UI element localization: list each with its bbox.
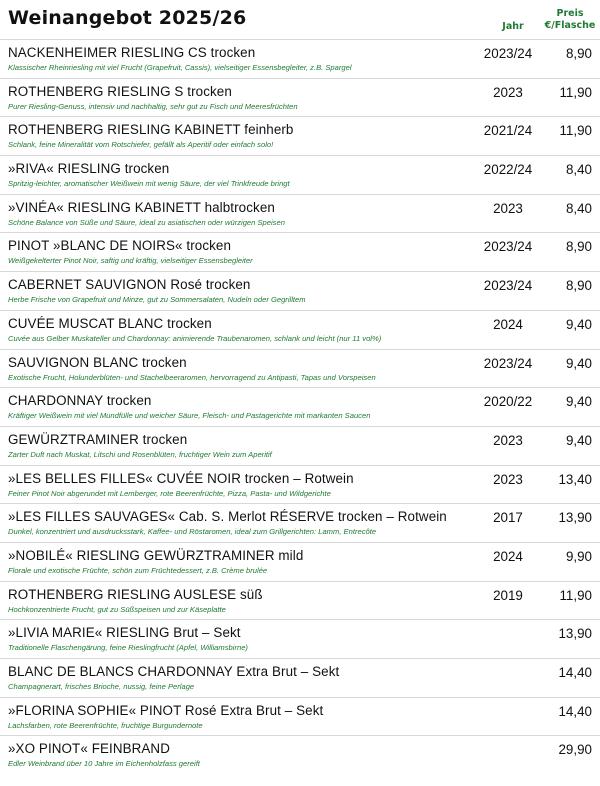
wine-row (0, 697, 600, 736)
wine-price: 9,40 (565, 432, 592, 448)
wine-name: »LIVIA MARIE« RIESLING Brut – Sekt (8, 625, 241, 641)
wine-row (0, 232, 600, 271)
wine-year: 2023/24 (483, 46, 533, 61)
wine-name: CABERNET SAUVIGNON Rosé trocken (8, 277, 251, 293)
wine-name: CUVÉE MUSCAT BLANC trocken (8, 315, 212, 331)
wine-description: Herbe Frische von Grapefruit und Minze, gut zu Sommersalaten, Nudeln oder Gegrilltem (8, 295, 306, 305)
wine-year: 2019 (493, 587, 523, 603)
wine-price: 8,40 (565, 200, 592, 216)
wine-description: Kräftiger Weißwein mit viel Mundfülle und weicher Säure, Fleisch- und Pastagerichte mit markanten Saucen (8, 411, 371, 421)
wine-description: Klassischer Rheinriesling mit viel Frucht (Grapefruit, Cassis), vielseitiger Essensbegleiter, z.B. Spargel (8, 63, 352, 72)
wine-price: 29,90 (558, 742, 592, 758)
wine-year: 2024 (493, 548, 523, 564)
wine-price: 8,90 (565, 278, 592, 294)
wine-year: 2023/24 (483, 278, 533, 294)
wine-price: 8,90 (565, 46, 592, 61)
wine-year: 2020/22 (483, 394, 533, 410)
wine-year: 2023 (493, 200, 523, 216)
wine-row (0, 271, 600, 310)
wine-year: 2023 (493, 471, 523, 487)
wine-row (0, 465, 600, 504)
wine-row (0, 194, 600, 233)
wine-year: 2024 (493, 316, 523, 332)
wine-price: 8,90 (565, 239, 592, 255)
wine-year: 2017 (493, 510, 523, 526)
wine-year: 2023 (493, 84, 523, 100)
wine-row (0, 39, 600, 78)
wine-name: »LES FILLES SAUVAGES« Cab. S. Merlot RÉSERVE trocken – Rotwein (8, 509, 447, 525)
wine-list (0, 39, 600, 774)
wine-name: »XO PINOT« FEINBRAND (8, 741, 170, 757)
wine-row (0, 658, 600, 697)
wine-price: 8,40 (565, 162, 592, 178)
wine-description: Hochkonzentrierte Frucht, gut zu Süßspeisen und zur Käseplatte (8, 604, 226, 614)
wine-price: 11,90 (559, 123, 592, 139)
wine-name: NACKENHEIMER RIESLING CS trocken (8, 45, 256, 60)
wine-name: GEWÜRZTRAMINER trocken (8, 431, 188, 447)
wine-description: Weißgekelterter Pinot Noir, saftig und kräftig, vielseitiger Essensbegleiter (8, 256, 253, 266)
wine-description: Florale und exotische Früchte, schön zum Früchtedessert, z.B. Crème brulée (8, 565, 268, 575)
wine-price: 14,40 (558, 665, 592, 680)
wine-name: »LES BELLES FILLES« CUVÉE NOIR trocken – Rotwein (8, 470, 354, 486)
wine-description: Traditionelle Flaschengärung, feine Rieslingfrucht (Apfel, Williamsbirne) (8, 643, 248, 653)
wine-price: 9,40 (565, 355, 592, 371)
wine-price: 9,90 (565, 548, 592, 564)
column-header-price-line2: €/Flasche (544, 20, 596, 31)
wine-description: Zarter Duft nach Muskat, Litschi und Rosenblüten, fruchtiger Wein zum Aperitif (8, 449, 272, 459)
wine-row (0, 619, 600, 658)
wine-row (0, 735, 600, 774)
wine-price: 13,90 (558, 626, 592, 642)
column-header-year: Jahr (502, 21, 524, 32)
column-header-price (540, 8, 600, 32)
wine-name: »NOBILÉ« RIESLING GEWÜRZTRAMINER mild (8, 547, 304, 563)
header (0, 0, 600, 40)
wine-row (0, 503, 600, 542)
wine-name: CHARDONNAY trocken (8, 393, 152, 409)
wine-description: Lachsfarben, rote Beerenfrüchte, fruchtige Burgundernote (8, 720, 203, 730)
wine-name: ROTHENBERG RIESLING KABINETT feinherb (8, 122, 294, 138)
wine-year: 2021/24 (483, 123, 533, 139)
wine-name: »FLORINA SOPHIE« PINOT Rosé Extra Brut – Sekt (8, 702, 324, 718)
wine-description: Purer Riesling-Genuss, intensiv und nachhaltig, sehr gut zu Fisch und Meeresfrüchten (8, 101, 298, 111)
wine-price: 11,90 (559, 84, 592, 100)
wine-name: ROTHENBERG RIESLING AUSLESE süß (8, 586, 263, 602)
wine-description: Feiner Pinot Noir abgerundet mit Lemberger, rote Beerenfrüchte, Pizza, Pasta- und Wildgerichte (8, 488, 331, 498)
wine-row (0, 155, 600, 194)
wine-row (0, 349, 600, 388)
wine-description: Cuvée aus Gelber Muskateller und Chardonnay: animierende Traubenaromen, schlank und leicht (nur 11 vol%) (8, 333, 382, 343)
wine-row (0, 387, 600, 426)
wine-description: Exotische Frucht, Holunderblüten- und Stachelbeeraromen, hervorragend zu Antipasti, Tapas und Vorspeisen (8, 372, 376, 382)
wine-name: BLANC DE BLANCS CHARDONNAY Extra Brut – Sekt (8, 664, 340, 679)
wine-price: 9,40 (565, 394, 592, 410)
wine-description: Schöne Balance von Süße und Säure, ideal zu asiatischen oder würzigen Speisen (8, 217, 285, 227)
wine-price: 13,40 (558, 471, 592, 487)
wine-row (0, 581, 600, 620)
wine-year: 2023/24 (483, 239, 533, 255)
wine-row (0, 116, 600, 155)
wine-year: 2023/24 (483, 355, 533, 371)
wine-row (0, 426, 600, 465)
wine-name: ROTHENBERG RIESLING S trocken (8, 83, 232, 99)
wine-price: 13,90 (558, 510, 592, 526)
wine-description: Champagnerart, frisches Brioche, nussig, feine Perlage (8, 682, 195, 691)
wine-name: SAUVIGNON BLANC trocken (8, 354, 187, 370)
wine-description: Edler Weinbrand über 10 Jahre im Eichenholzfass gereift (8, 759, 200, 769)
column-header-price-line1: Preis (556, 8, 584, 19)
wine-row (0, 78, 600, 117)
wine-year: 2022/24 (483, 162, 533, 178)
wine-description: Dunkel, konzentriert und ausdrucksstark, Kaffee- und Röstaromen, ideal zum Grillgerichten: Lamm, Entrecôte (8, 527, 377, 537)
wine-price: 14,40 (558, 703, 592, 719)
wine-name: »VINÉA« RIESLING KABINETT halbtrocken (8, 199, 275, 215)
page-title: Weinangebot 2025/26 (8, 7, 247, 29)
wine-price: 11,90 (559, 587, 592, 603)
wine-row (0, 310, 600, 349)
wine-name: »RIVA« RIESLING trocken (8, 161, 170, 177)
wine-name: PINOT »BLANC DE NOIRS« trocken (8, 238, 232, 254)
wine-year: 2023 (493, 432, 523, 448)
wine-price: 9,40 (565, 316, 592, 332)
wine-description: Spritzig-leichter, aromatischer Weißwein mit wenig Säure, der viel Trinkfreude bringt (8, 179, 290, 189)
wine-row (0, 542, 600, 581)
wine-description: Schlank, feine Mineralität vom Rotschiefer, gefällt als Aperitif oder einfach solo! (8, 140, 274, 150)
